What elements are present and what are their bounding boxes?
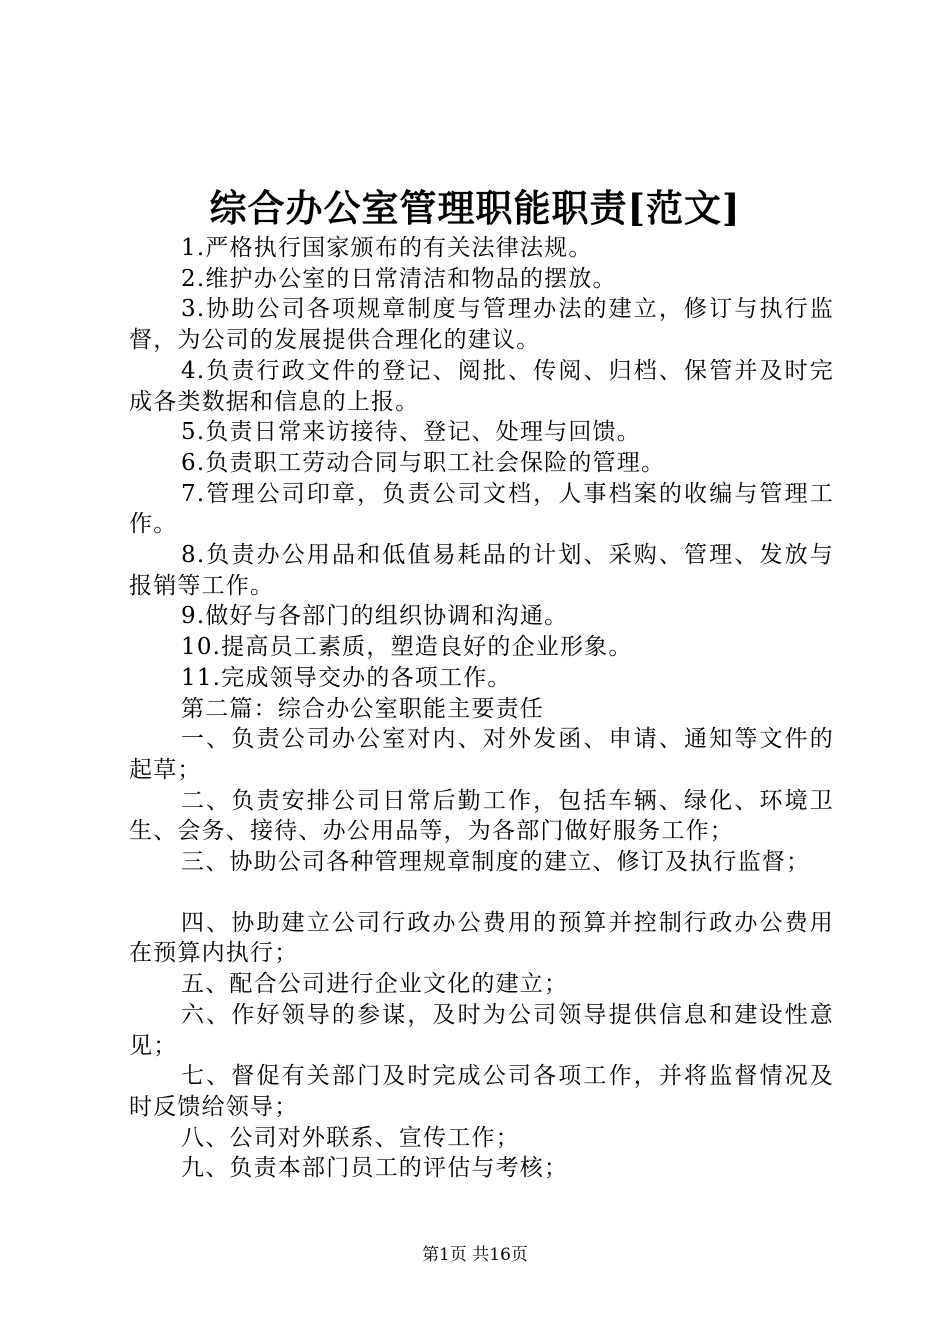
duty-2: 二、负责安排公司日常后勤工作，包括车辆、绿化、环境卫生、会务、接待、办公用品等，为各部门做好服务工作； xyxy=(129,787,834,845)
section-heading: 第二篇：综合办公室职能主要责任 xyxy=(181,695,544,722)
page-footer xyxy=(0,1244,950,1266)
paragraph-8: 8.负责办公用品和低值易耗品的计划、采购、管理、发放与报销等工作。 xyxy=(129,542,834,599)
paragraph-6: 6.负责职工劳动合同与职工社会保险的管理。 xyxy=(181,449,666,476)
duty-5: 五、配合公司进行企业文化的建立； xyxy=(181,971,569,998)
paragraph-11: 11.完成领导交办的各项工作。 xyxy=(181,664,512,691)
duty-4: 四、协助建立公司行政办公费用的预算并控制行政办公费用在预算内执行； xyxy=(129,909,834,967)
paragraph-9: 9.做好与各部门的组织协调和沟通。 xyxy=(181,603,569,630)
paragraph-1: 1.严格执行国家颁布的有关法律法规。 xyxy=(181,235,593,261)
paragraph-10: 10.提高员工素质，塑造良好的企业形象。 xyxy=(181,634,633,661)
duty-8: 八、公司对外联系、宣传工作； xyxy=(181,1124,520,1151)
paragraph-4: 4.负责行政文件的登记、阅批、传阅、归档、保管并及时完成各类数据和信息的上报。 xyxy=(129,357,834,415)
document-body xyxy=(129,233,834,1184)
duty-3: 三、协助公司各种管理规章制度的建立、修订及执行监督； xyxy=(181,849,811,876)
duty-1: 一、负责公司办公室对内、对外发函、申请、通知等文件的起草； xyxy=(129,726,834,783)
duty-6: 六、作好领导的参谋，及时为公司领导提供信息和建设性意见； xyxy=(129,1001,834,1059)
duty-7: 七、督促有关部门及时完成公司各项工作，并将监督情况及时反馈给领导； xyxy=(129,1063,834,1120)
paragraph-2: 2.维护办公室的日常清洁和物品的摆放。 xyxy=(181,265,617,292)
document-title: 综合办公室管理职能职责[范文] xyxy=(209,186,741,230)
duty-9: 九、负责本部门员工的评估与考核； xyxy=(181,1155,569,1182)
paragraph-5: 5.负责日常来访接待、登记、处理与回馈。 xyxy=(181,419,641,446)
paragraph-3: 3.协助公司各项规章制度与管理办法的建立，修订与执行监督，为公司的发展提供合理化的建议。 xyxy=(129,296,834,354)
page-number: 第1页 共16页 xyxy=(422,1245,528,1265)
paragraph-7: 7.管理公司印章，负责公司文档，人事档案的收编与管理工作。 xyxy=(129,480,834,538)
